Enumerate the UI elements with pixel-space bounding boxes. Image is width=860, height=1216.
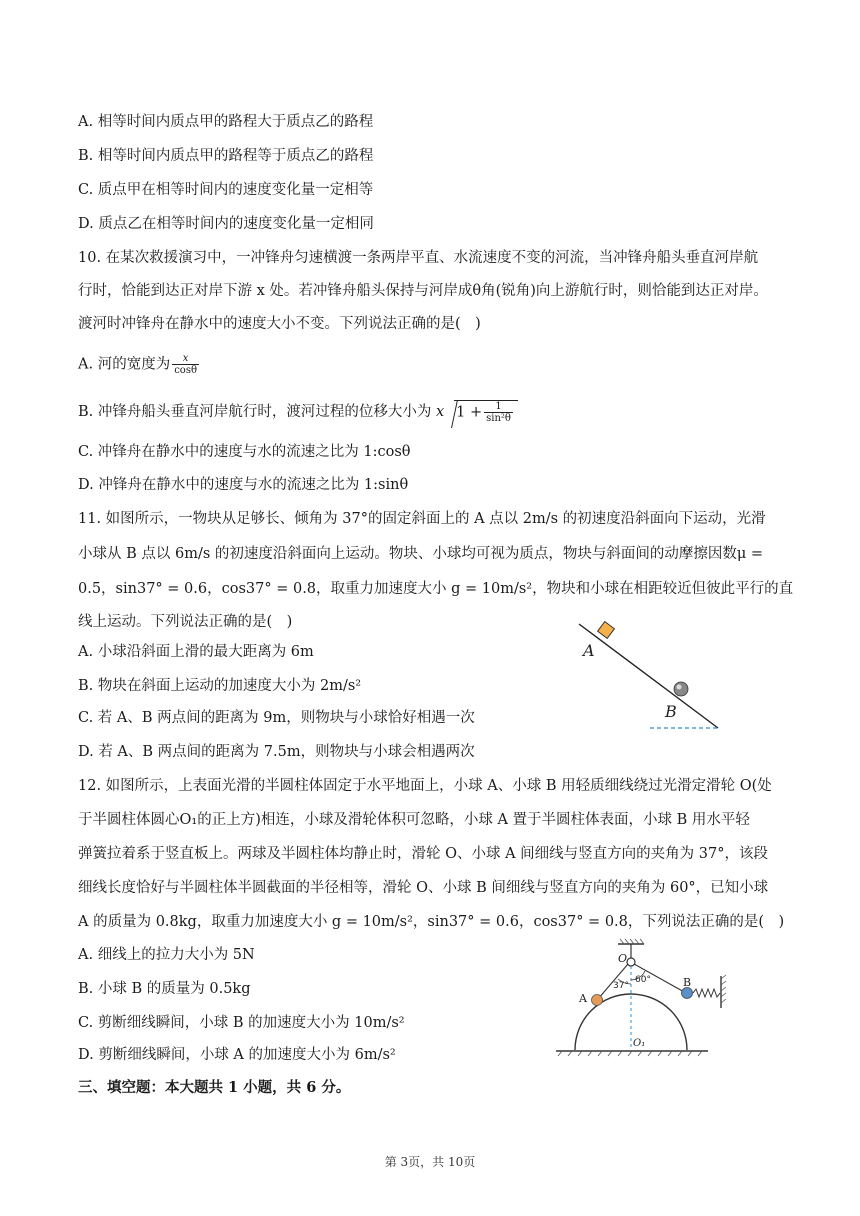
section-3-heading: 三、填空题：本大题共 1 小题，共 6 分。 bbox=[78, 1079, 351, 1096]
pulley-o bbox=[627, 958, 635, 966]
q10-option-b-prefix: B. 冲锋舟船头垂直河岸航行时，渡河过程的位移大小为 bbox=[78, 404, 432, 420]
q10-option-b-x: x bbox=[435, 404, 445, 420]
q9-option-c: C. 质点甲在相等时间内的速度变化量一定相等 bbox=[78, 182, 374, 198]
q11-stem-line-3: 0.5，sin37° = 0.6，cos37° = 0.8，取重力加速度大小 g = 10m/s²，物块和小球在相距较近但彼此平行的直 bbox=[78, 581, 794, 597]
fraction-denominator: cosθ bbox=[174, 365, 197, 376]
ball-b bbox=[682, 988, 693, 999]
label-angle-37: 37° bbox=[613, 981, 629, 991]
fraction-denominator: sin²θ bbox=[486, 413, 511, 424]
q11-incline-figure bbox=[575, 618, 730, 736]
q11-stem-line-1: 11. 如图所示，一物块从足够长、倾角为 37°的固定斜面上的 A 点以 2m/s 的初速度沿斜面向下运动，光滑 bbox=[78, 511, 766, 527]
q11-option-c: C. 若 A、B 两点间的距离为 9m，则物块与小球恰好相遇一次 bbox=[78, 710, 475, 726]
q12-option-c: C. 剪断细线瞬间，小球 B 的加速度大小为 10m/s² bbox=[78, 1015, 405, 1031]
label-o: O bbox=[618, 952, 628, 965]
q12-stem-line-3: 弹簧拉着系于竖直板上。两球及半圆柱体均静止时，滑轮 O、小球 A 间细线与竖直方向的夹角为 37°，该段 bbox=[78, 846, 768, 862]
q11-option-b: B. 物块在斜面上运动的加速度大小为 2m/s² bbox=[78, 678, 362, 694]
q10-option-a bbox=[78, 353, 201, 376]
q12-stem-line-2: 于半圆柱体圆心O₁的正上方)相连，小球及滑轮体积可忽略，小球 A 置于半圆柱体表面，小球 B 用水平轻 bbox=[78, 812, 750, 828]
label-o1: O₁ bbox=[633, 1038, 646, 1049]
fraction-numerator: x bbox=[172, 353, 199, 365]
q10-stem-line-3: 渡河时冲锋舟在静水中的速度大小不变。下列说法正确的是( ) bbox=[78, 316, 481, 332]
label-a: A bbox=[579, 992, 587, 1005]
q12-semicylinder-figure bbox=[548, 936, 728, 1064]
ground-hatch bbox=[558, 1051, 702, 1056]
incline-line bbox=[579, 624, 718, 728]
sqrt-inner-prefix: 1 + bbox=[456, 404, 483, 421]
label-angle-60: 60° bbox=[635, 975, 651, 985]
page-footer: 第 3页，共 10页 bbox=[384, 1155, 476, 1169]
q10-option-a-prefix: A. 河的宽度为 bbox=[78, 356, 171, 373]
q12-stem-line-4: 细线长度恰好与半圆柱体半圆截面的半径相等，滑轮 O、小球 B 间细线与竖直方向的夹角为 60°，已知小球 bbox=[78, 880, 769, 896]
q10-option-d: D. 冲锋舟在静水中的速度与水的流速之比为 1:sinθ bbox=[78, 477, 409, 493]
q10-option-b bbox=[78, 400, 518, 424]
q10-option-a-fraction bbox=[172, 353, 199, 376]
q9-option-a: A. 相等时间内质点甲的路程大于质点乙的路程 bbox=[78, 114, 374, 130]
ball-highlight bbox=[677, 685, 682, 690]
q12-option-b: B. 小球 B 的质量为 0.5kg bbox=[78, 981, 251, 997]
q10-stem-line-2: 行时，恰能到达正对岸下游 x 处。若冲锋舟船头保持与河岸成θ角(锐角)向上游航行时，则恰能到达正对岸。 bbox=[78, 283, 768, 299]
q11-stem-line-2: 小球从 B 点以 6m/s 的初速度沿斜面向上运动。物块、小球均可视为质点，物块与斜面间的动摩擦因数μ = bbox=[78, 546, 764, 562]
q11-option-a: A. 小球沿斜面上滑的最大距离为 6m bbox=[78, 644, 314, 660]
q10-option-c: C. 冲锋舟在静水中的速度与水的流速之比为 1:cosθ bbox=[78, 444, 411, 460]
label-a: A bbox=[583, 641, 595, 660]
q9-option-d: D. 质点乙在相等时间内的速度变化量一定相同 bbox=[78, 216, 374, 232]
block-a bbox=[598, 622, 615, 639]
ball-b bbox=[674, 682, 688, 696]
sqrt-fraction bbox=[484, 401, 513, 424]
wall-hatch bbox=[721, 975, 726, 1003]
label-b: B bbox=[683, 976, 692, 989]
q12-stem-line-1: 12. 如图所示，上表面光滑的半圆柱体固定于水平地面上，小球 A、小球 B 用轻质细线绕过光滑定滑轮 O(处 bbox=[78, 778, 772, 794]
q10-stem-line-1: 10. 在某次救援演习中，一冲锋舟匀速横渡一条两岸平直、水流速度不变的河流，当冲锋舟船头垂直河岸航 bbox=[78, 250, 759, 266]
q12-option-d: D. 剪断细线瞬间，小球 A 的加速度大小为 6m/s² bbox=[78, 1047, 396, 1063]
q9-option-b: B. 相等时间内质点甲的路程等于质点乙的路程 bbox=[78, 148, 374, 164]
ceiling-hatch bbox=[620, 939, 644, 944]
label-b: B bbox=[665, 702, 677, 721]
fraction-numerator: 1 bbox=[484, 401, 513, 413]
sqrt-expression bbox=[454, 400, 518, 424]
ball-a bbox=[592, 995, 603, 1006]
q12-stem-line-5: A 的质量为 0.8kg，取重力加速度大小 g = 10m/s²，sin37° = 0.6，cos37° = 0.8，下列说法正确的是( ) bbox=[78, 914, 785, 930]
q11-stem-line-4: 线上运动。下列说法正确的是( ) bbox=[78, 614, 293, 630]
spring bbox=[693, 989, 720, 997]
q12-option-a: A. 细线上的拉力大小为 5N bbox=[78, 947, 255, 963]
q11-option-d: D. 若 A、B 两点间的距离为 7.5m，则物块与小球会相遇两次 bbox=[78, 744, 475, 760]
